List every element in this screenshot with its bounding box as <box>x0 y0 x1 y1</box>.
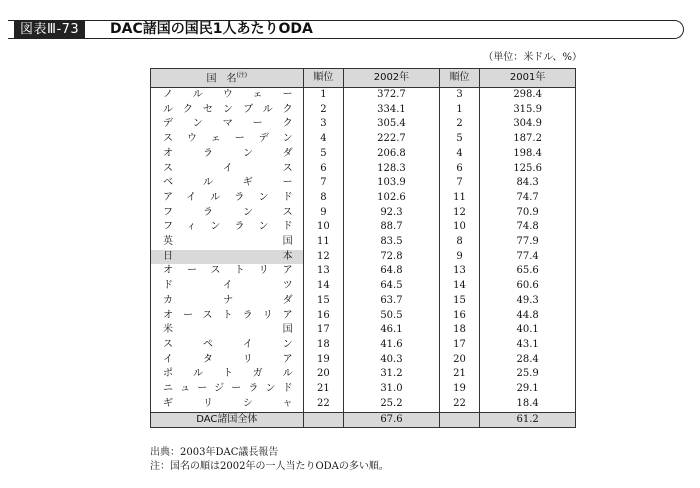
header-rank-2001: 順位 <box>439 69 479 88</box>
value-2001-cell: 49.3 <box>480 294 576 309</box>
unit-note: （単位：米ドル、%） <box>483 52 582 63</box>
value-2001-cell: 77.9 <box>480 235 576 250</box>
table-row <box>151 117 576 132</box>
value-2001-cell: 25.9 <box>480 367 576 382</box>
value-2002-cell: 50.5 <box>344 309 440 324</box>
country-cell: フィンランド <box>151 220 304 235</box>
rank-2001-cell: 17 <box>439 338 479 353</box>
table-row <box>151 309 576 324</box>
value-2002-cell: 31.2 <box>344 367 440 382</box>
value-2002-cell: 372.7 <box>344 88 440 103</box>
figure-label: 図表Ⅲ-73 <box>14 20 85 39</box>
value-2002-cell: 25.2 <box>344 397 440 412</box>
value-2001-cell: 187.2 <box>480 132 576 147</box>
total-rank-2001 <box>439 412 479 428</box>
value-2002-cell: 72.8 <box>344 250 440 265</box>
rank-2002-cell: 21 <box>303 382 343 397</box>
value-2002-cell: 40.3 <box>344 353 440 368</box>
value-2002-cell: 222.7 <box>344 132 440 147</box>
table-row <box>151 367 576 382</box>
rank-2002-cell: 2 <box>303 103 343 118</box>
value-2001-cell: 74.7 <box>480 191 576 206</box>
country-cell: 日本 <box>151 250 304 265</box>
value-2002-cell: 102.6 <box>344 191 440 206</box>
value-2002-cell: 334.1 <box>344 103 440 118</box>
value-2001-cell: 298.4 <box>480 88 576 103</box>
rank-2001-cell: 1 <box>439 103 479 118</box>
header-country <box>151 69 304 88</box>
rank-2002-cell: 6 <box>303 162 343 177</box>
country-cell: ニュージーランド <box>151 382 304 397</box>
value-2002-cell: 83.5 <box>344 235 440 250</box>
country-cell: ルクセンブルク <box>151 103 304 118</box>
value-2002-cell: 63.7 <box>344 294 440 309</box>
rank-2001-cell: 9 <box>439 250 479 265</box>
country-cell: カナダ <box>151 294 304 309</box>
note-text: 注：国名の順は2002年の一人当たりODAの多い順。 <box>150 461 389 472</box>
value-2001-cell: 304.9 <box>480 117 576 132</box>
rank-2001-cell: 21 <box>439 367 479 382</box>
country-cell: 英国 <box>151 235 304 250</box>
rank-2001-cell: 19 <box>439 382 479 397</box>
value-2002-cell: 64.5 <box>344 279 440 294</box>
table-row <box>151 323 576 338</box>
header-country-label: 国 名 <box>206 73 237 85</box>
table-header-row <box>151 69 576 88</box>
value-2001-cell: 315.9 <box>480 103 576 118</box>
total-rank-2002 <box>303 412 343 428</box>
table-row <box>151 250 576 265</box>
rank-2001-cell: 11 <box>439 191 479 206</box>
value-2001-cell: 125.6 <box>480 162 576 177</box>
header-rank-2002: 順位 <box>303 69 343 88</box>
value-2001-cell: 65.6 <box>480 264 576 279</box>
value-2001-cell: 77.4 <box>480 250 576 265</box>
rank-2002-cell: 3 <box>303 117 343 132</box>
rank-2001-cell: 5 <box>439 132 479 147</box>
rank-2002-cell: 4 <box>303 132 343 147</box>
value-2001-cell: 70.9 <box>480 206 576 221</box>
total-row <box>151 412 576 428</box>
table-row <box>151 220 576 235</box>
oda-table <box>150 68 576 428</box>
rank-2001-cell: 14 <box>439 279 479 294</box>
rank-2002-cell: 12 <box>303 250 343 265</box>
rank-2002-cell: 8 <box>303 191 343 206</box>
value-2001-cell: 18.4 <box>480 397 576 412</box>
table-row <box>151 88 576 103</box>
table-row <box>151 294 576 309</box>
country-cell: スウェーデン <box>151 132 304 147</box>
header-note-mark: (注) <box>236 72 248 79</box>
table-row <box>151 132 576 147</box>
country-cell: ギリシャ <box>151 397 304 412</box>
value-2001-cell: 74.8 <box>480 220 576 235</box>
rank-2001-cell: 12 <box>439 206 479 221</box>
value-2001-cell: 44.8 <box>480 309 576 324</box>
footer-notes <box>150 446 389 474</box>
value-2001-cell: 28.4 <box>480 353 576 368</box>
rank-2002-cell: 10 <box>303 220 343 235</box>
table-row <box>151 338 576 353</box>
rank-2002-cell: 20 <box>303 367 343 382</box>
country-cell: ポルトガル <box>151 367 304 382</box>
table-row <box>151 103 576 118</box>
rank-2001-cell: 8 <box>439 235 479 250</box>
total-label: DAC諸国全体 <box>151 412 304 428</box>
value-2002-cell: 41.6 <box>344 338 440 353</box>
rank-2001-cell: 20 <box>439 353 479 368</box>
country-cell: ベルギー <box>151 176 304 191</box>
total-value-2001: 61.2 <box>480 412 576 428</box>
table-row <box>151 162 576 177</box>
rank-2002-cell: 13 <box>303 264 343 279</box>
total-value-2002: 67.6 <box>344 412 440 428</box>
header-value-2002: 2002年 <box>344 69 440 88</box>
country-cell: フランス <box>151 206 304 221</box>
rank-2002-cell: 5 <box>303 147 343 162</box>
table-row <box>151 353 576 368</box>
rank-2002-cell: 18 <box>303 338 343 353</box>
rank-2002-cell: 17 <box>303 323 343 338</box>
table-row <box>151 235 576 250</box>
value-2001-cell: 60.6 <box>480 279 576 294</box>
country-cell: ノルウェー <box>151 88 304 103</box>
rank-2001-cell: 16 <box>439 309 479 324</box>
rank-2001-cell: 6 <box>439 162 479 177</box>
table-row <box>151 147 576 162</box>
country-cell: スイス <box>151 162 304 177</box>
value-2002-cell: 206.8 <box>344 147 440 162</box>
table-row <box>151 279 576 294</box>
table-body <box>151 88 576 412</box>
rank-2002-cell: 15 <box>303 294 343 309</box>
rank-2002-cell: 7 <box>303 176 343 191</box>
country-cell: アイルランド <box>151 191 304 206</box>
rank-2001-cell: 4 <box>439 147 479 162</box>
country-cell: ドイツ <box>151 279 304 294</box>
table-row <box>151 176 576 191</box>
rank-2002-cell: 16 <box>303 309 343 324</box>
rank-2002-cell: 1 <box>303 88 343 103</box>
rank-2001-cell: 10 <box>439 220 479 235</box>
rank-2002-cell: 9 <box>303 206 343 221</box>
country-cell: スペイン <box>151 338 304 353</box>
country-cell: オランダ <box>151 147 304 162</box>
value-2001-cell: 40.1 <box>480 323 576 338</box>
table-row <box>151 264 576 279</box>
rank-2001-cell: 7 <box>439 176 479 191</box>
country-cell: オーストラリア <box>151 309 304 324</box>
rank-2002-cell: 11 <box>303 235 343 250</box>
country-cell: イタリア <box>151 353 304 368</box>
figure-title: DAC諸国の国民1人あたりODA <box>110 21 313 37</box>
table-row <box>151 382 576 397</box>
rank-2001-cell: 22 <box>439 397 479 412</box>
source-text: 出典：2003年DAC議長報告 <box>150 447 279 458</box>
value-2002-cell: 92.3 <box>344 206 440 221</box>
value-2002-cell: 305.4 <box>344 117 440 132</box>
value-2001-cell: 198.4 <box>480 147 576 162</box>
value-2002-cell: 64.8 <box>344 264 440 279</box>
rank-2002-cell: 19 <box>303 353 343 368</box>
table-row <box>151 206 576 221</box>
value-2002-cell: 46.1 <box>344 323 440 338</box>
value-2001-cell: 29.1 <box>480 382 576 397</box>
value-2002-cell: 31.0 <box>344 382 440 397</box>
table-row <box>151 191 576 206</box>
country-cell: オーストリア <box>151 264 304 279</box>
country-cell: デンマーク <box>151 117 304 132</box>
value-2002-cell: 103.9 <box>344 176 440 191</box>
value-2001-cell: 43.1 <box>480 338 576 353</box>
value-2001-cell: 84.3 <box>480 176 576 191</box>
rank-2002-cell: 22 <box>303 397 343 412</box>
table-row <box>151 397 576 412</box>
rank-2001-cell: 13 <box>439 264 479 279</box>
rank-2001-cell: 15 <box>439 294 479 309</box>
country-cell: 米国 <box>151 323 304 338</box>
rank-2002-cell: 14 <box>303 279 343 294</box>
rank-2001-cell: 3 <box>439 88 479 103</box>
value-2002-cell: 88.7 <box>344 220 440 235</box>
rank-2001-cell: 18 <box>439 323 479 338</box>
rank-2001-cell: 2 <box>439 117 479 132</box>
value-2002-cell: 128.3 <box>344 162 440 177</box>
header-value-2001: 2001年 <box>480 69 576 88</box>
